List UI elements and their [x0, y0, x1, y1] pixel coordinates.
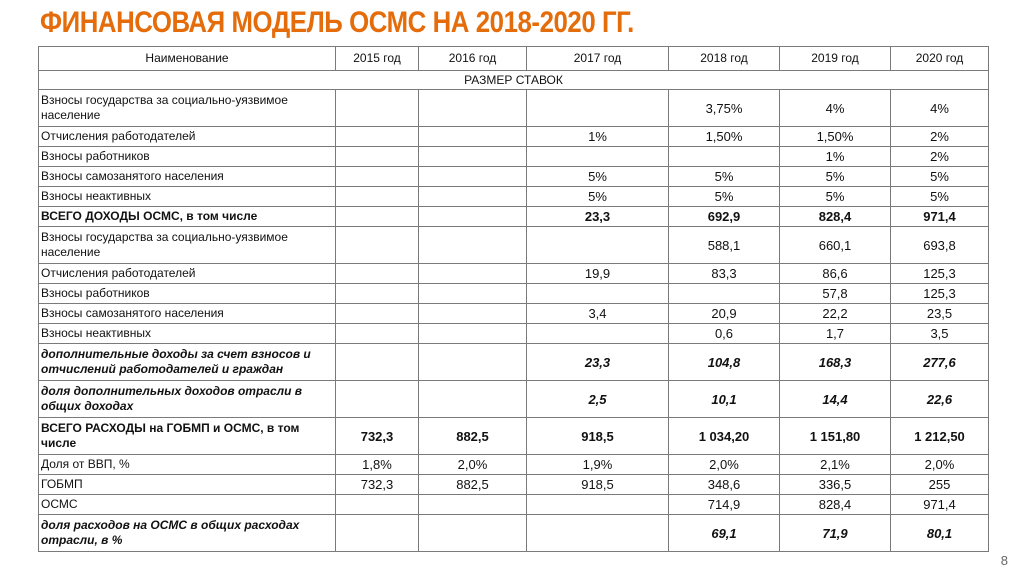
value-cell: [419, 324, 527, 344]
value-cell: 918,5: [527, 475, 669, 495]
value-cell: [336, 381, 419, 418]
value-cell: 971,4: [891, 207, 989, 227]
header-cell-2020: 2020 год: [891, 47, 989, 71]
table-row: [39, 515, 989, 552]
header-cell-2015: 2015 год: [336, 47, 419, 71]
value-cell: [419, 90, 527, 127]
row-label: ГОБМП: [39, 475, 336, 495]
page-title: ФИНАНСОВАЯ МОДЕЛЬ ОСМС НА 2018-2020 ГГ.: [40, 6, 634, 39]
table-row: [39, 344, 989, 381]
header-cell-name: Наименование: [39, 47, 336, 71]
value-cell: 1 034,20: [669, 418, 780, 455]
value-cell: [419, 304, 527, 324]
value-cell: [527, 90, 669, 127]
table-row: [39, 90, 989, 127]
value-cell: 2,0%: [891, 455, 989, 475]
value-cell: 5%: [669, 187, 780, 207]
value-cell: 1,8%: [336, 455, 419, 475]
value-cell: [419, 344, 527, 381]
financial-model-table: [38, 46, 989, 552]
value-cell: 732,3: [336, 418, 419, 455]
value-cell: 2,0%: [669, 455, 780, 475]
table-row: [39, 284, 989, 304]
header-cell-2016: 2016 год: [419, 47, 527, 71]
row-label: доля расходов на ОСМС в общих расходах отрасли, в %: [39, 515, 336, 552]
row-label: Взносы работников: [39, 147, 336, 167]
value-cell: [527, 227, 669, 264]
value-cell: 2,5: [527, 381, 669, 418]
table-row: [39, 167, 989, 187]
value-cell: [419, 284, 527, 304]
value-cell: 19,9: [527, 264, 669, 284]
value-cell: 104,8: [669, 344, 780, 381]
table-row: [39, 147, 989, 167]
value-cell: 348,6: [669, 475, 780, 495]
value-cell: 1,50%: [669, 127, 780, 147]
table-row: [39, 455, 989, 475]
value-cell: [419, 147, 527, 167]
header-cell-2017: 2017 год: [527, 47, 669, 71]
table-row: [39, 187, 989, 207]
section-row: [39, 71, 989, 90]
value-cell: [336, 515, 419, 552]
header-cell-2018: 2018 год: [669, 47, 780, 71]
table-header-row: [39, 47, 989, 71]
value-cell: 692,9: [669, 207, 780, 227]
row-label: Доля от ВВП, %: [39, 455, 336, 475]
value-cell: 732,3: [336, 475, 419, 495]
row-label: Взносы работников: [39, 284, 336, 304]
value-cell: 10,1: [669, 381, 780, 418]
row-label: Взносы государства за социально-уязвимое население: [39, 227, 336, 264]
value-cell: 277,6: [891, 344, 989, 381]
value-cell: 5%: [669, 167, 780, 187]
table-row: [39, 475, 989, 495]
value-cell: 882,5: [419, 475, 527, 495]
value-cell: 86,6: [780, 264, 891, 284]
row-label: Взносы неактивных: [39, 324, 336, 344]
row-label: Взносы самозанятого населения: [39, 304, 336, 324]
value-cell: [419, 381, 527, 418]
value-cell: 2,0%: [419, 455, 527, 475]
value-cell: [336, 324, 419, 344]
value-cell: [419, 127, 527, 147]
value-cell: [336, 147, 419, 167]
row-label: дополнительные доходы за счет взносов и отчислений работодателей и граждан: [39, 344, 336, 381]
value-cell: [419, 187, 527, 207]
table-row: [39, 381, 989, 418]
value-cell: [336, 304, 419, 324]
value-cell: [527, 495, 669, 515]
value-cell: 14,4: [780, 381, 891, 418]
value-cell: [527, 515, 669, 552]
row-label: доля дополнительных доходов отрасли в общих доходах: [39, 381, 336, 418]
value-cell: 918,5: [527, 418, 669, 455]
table-row: [39, 304, 989, 324]
value-cell: 5%: [780, 167, 891, 187]
value-cell: 69,1: [669, 515, 780, 552]
value-cell: [419, 167, 527, 187]
row-label: Взносы государства за социально-уязвимое население: [39, 90, 336, 127]
value-cell: 828,4: [780, 495, 891, 515]
value-cell: 57,8: [780, 284, 891, 304]
value-cell: [419, 515, 527, 552]
value-cell: 1 151,80: [780, 418, 891, 455]
value-cell: 23,5: [891, 304, 989, 324]
row-label: Взносы неактивных: [39, 187, 336, 207]
value-cell: [527, 284, 669, 304]
row-label: ОСМС: [39, 495, 336, 515]
table-row: [39, 264, 989, 284]
value-cell: [419, 207, 527, 227]
value-cell: [336, 264, 419, 284]
value-cell: [669, 284, 780, 304]
value-cell: 5%: [780, 187, 891, 207]
value-cell: 2%: [891, 147, 989, 167]
section-label: РАЗМЕР СТАВОК: [39, 71, 989, 90]
value-cell: [336, 207, 419, 227]
value-cell: 1%: [780, 147, 891, 167]
value-cell: 660,1: [780, 227, 891, 264]
value-cell: 3,5: [891, 324, 989, 344]
value-cell: 1 212,50: [891, 418, 989, 455]
value-cell: 1,9%: [527, 455, 669, 475]
value-cell: 3,75%: [669, 90, 780, 127]
value-cell: 23,3: [527, 344, 669, 381]
value-cell: [336, 227, 419, 264]
value-cell: 714,9: [669, 495, 780, 515]
value-cell: 1,7: [780, 324, 891, 344]
value-cell: [336, 167, 419, 187]
row-label: ВСЕГО ДОХОДЫ ОСМС, в том числе: [39, 207, 336, 227]
value-cell: 336,5: [780, 475, 891, 495]
value-cell: 22,6: [891, 381, 989, 418]
value-cell: 23,3: [527, 207, 669, 227]
table-row: [39, 127, 989, 147]
value-cell: 125,3: [891, 284, 989, 304]
value-cell: 4%: [891, 90, 989, 127]
page-number: 8: [1000, 553, 1008, 568]
table-row: [39, 207, 989, 227]
table-row: [39, 495, 989, 515]
value-cell: [669, 147, 780, 167]
value-cell: [527, 147, 669, 167]
value-cell: 20,9: [669, 304, 780, 324]
value-cell: [419, 264, 527, 284]
value-cell: 80,1: [891, 515, 989, 552]
value-cell: [336, 344, 419, 381]
table-row: [39, 418, 989, 455]
value-cell: 5%: [891, 167, 989, 187]
header-cell-2019: 2019 год: [780, 47, 891, 71]
value-cell: 0,6: [669, 324, 780, 344]
value-cell: 1%: [527, 127, 669, 147]
value-cell: 828,4: [780, 207, 891, 227]
value-cell: [336, 284, 419, 304]
value-cell: 5%: [891, 187, 989, 207]
value-cell: [336, 127, 419, 147]
value-cell: 22,2: [780, 304, 891, 324]
value-cell: 3,4: [527, 304, 669, 324]
value-cell: [527, 324, 669, 344]
value-cell: 2,1%: [780, 455, 891, 475]
value-cell: 83,3: [669, 264, 780, 284]
value-cell: [419, 495, 527, 515]
value-cell: 5%: [527, 167, 669, 187]
value-cell: 588,1: [669, 227, 780, 264]
value-cell: 882,5: [419, 418, 527, 455]
table-row: [39, 324, 989, 344]
value-cell: 2%: [891, 127, 989, 147]
value-cell: [336, 495, 419, 515]
row-label: ВСЕГО РАСХОДЫ на ГОБМП и ОСМС, в том числе: [39, 418, 336, 455]
value-cell: 255: [891, 475, 989, 495]
value-cell: 693,8: [891, 227, 989, 264]
row-label: Взносы самозанятого населения: [39, 167, 336, 187]
value-cell: [419, 227, 527, 264]
value-cell: 71,9: [780, 515, 891, 552]
value-cell: 5%: [527, 187, 669, 207]
value-cell: 971,4: [891, 495, 989, 515]
value-cell: [336, 90, 419, 127]
value-cell: [336, 187, 419, 207]
row-label: Отчисления работодателей: [39, 127, 336, 147]
table-row: [39, 227, 989, 264]
value-cell: 125,3: [891, 264, 989, 284]
value-cell: 168,3: [780, 344, 891, 381]
row-label: Отчисления работодателей: [39, 264, 336, 284]
value-cell: 1,50%: [780, 127, 891, 147]
value-cell: 4%: [780, 90, 891, 127]
